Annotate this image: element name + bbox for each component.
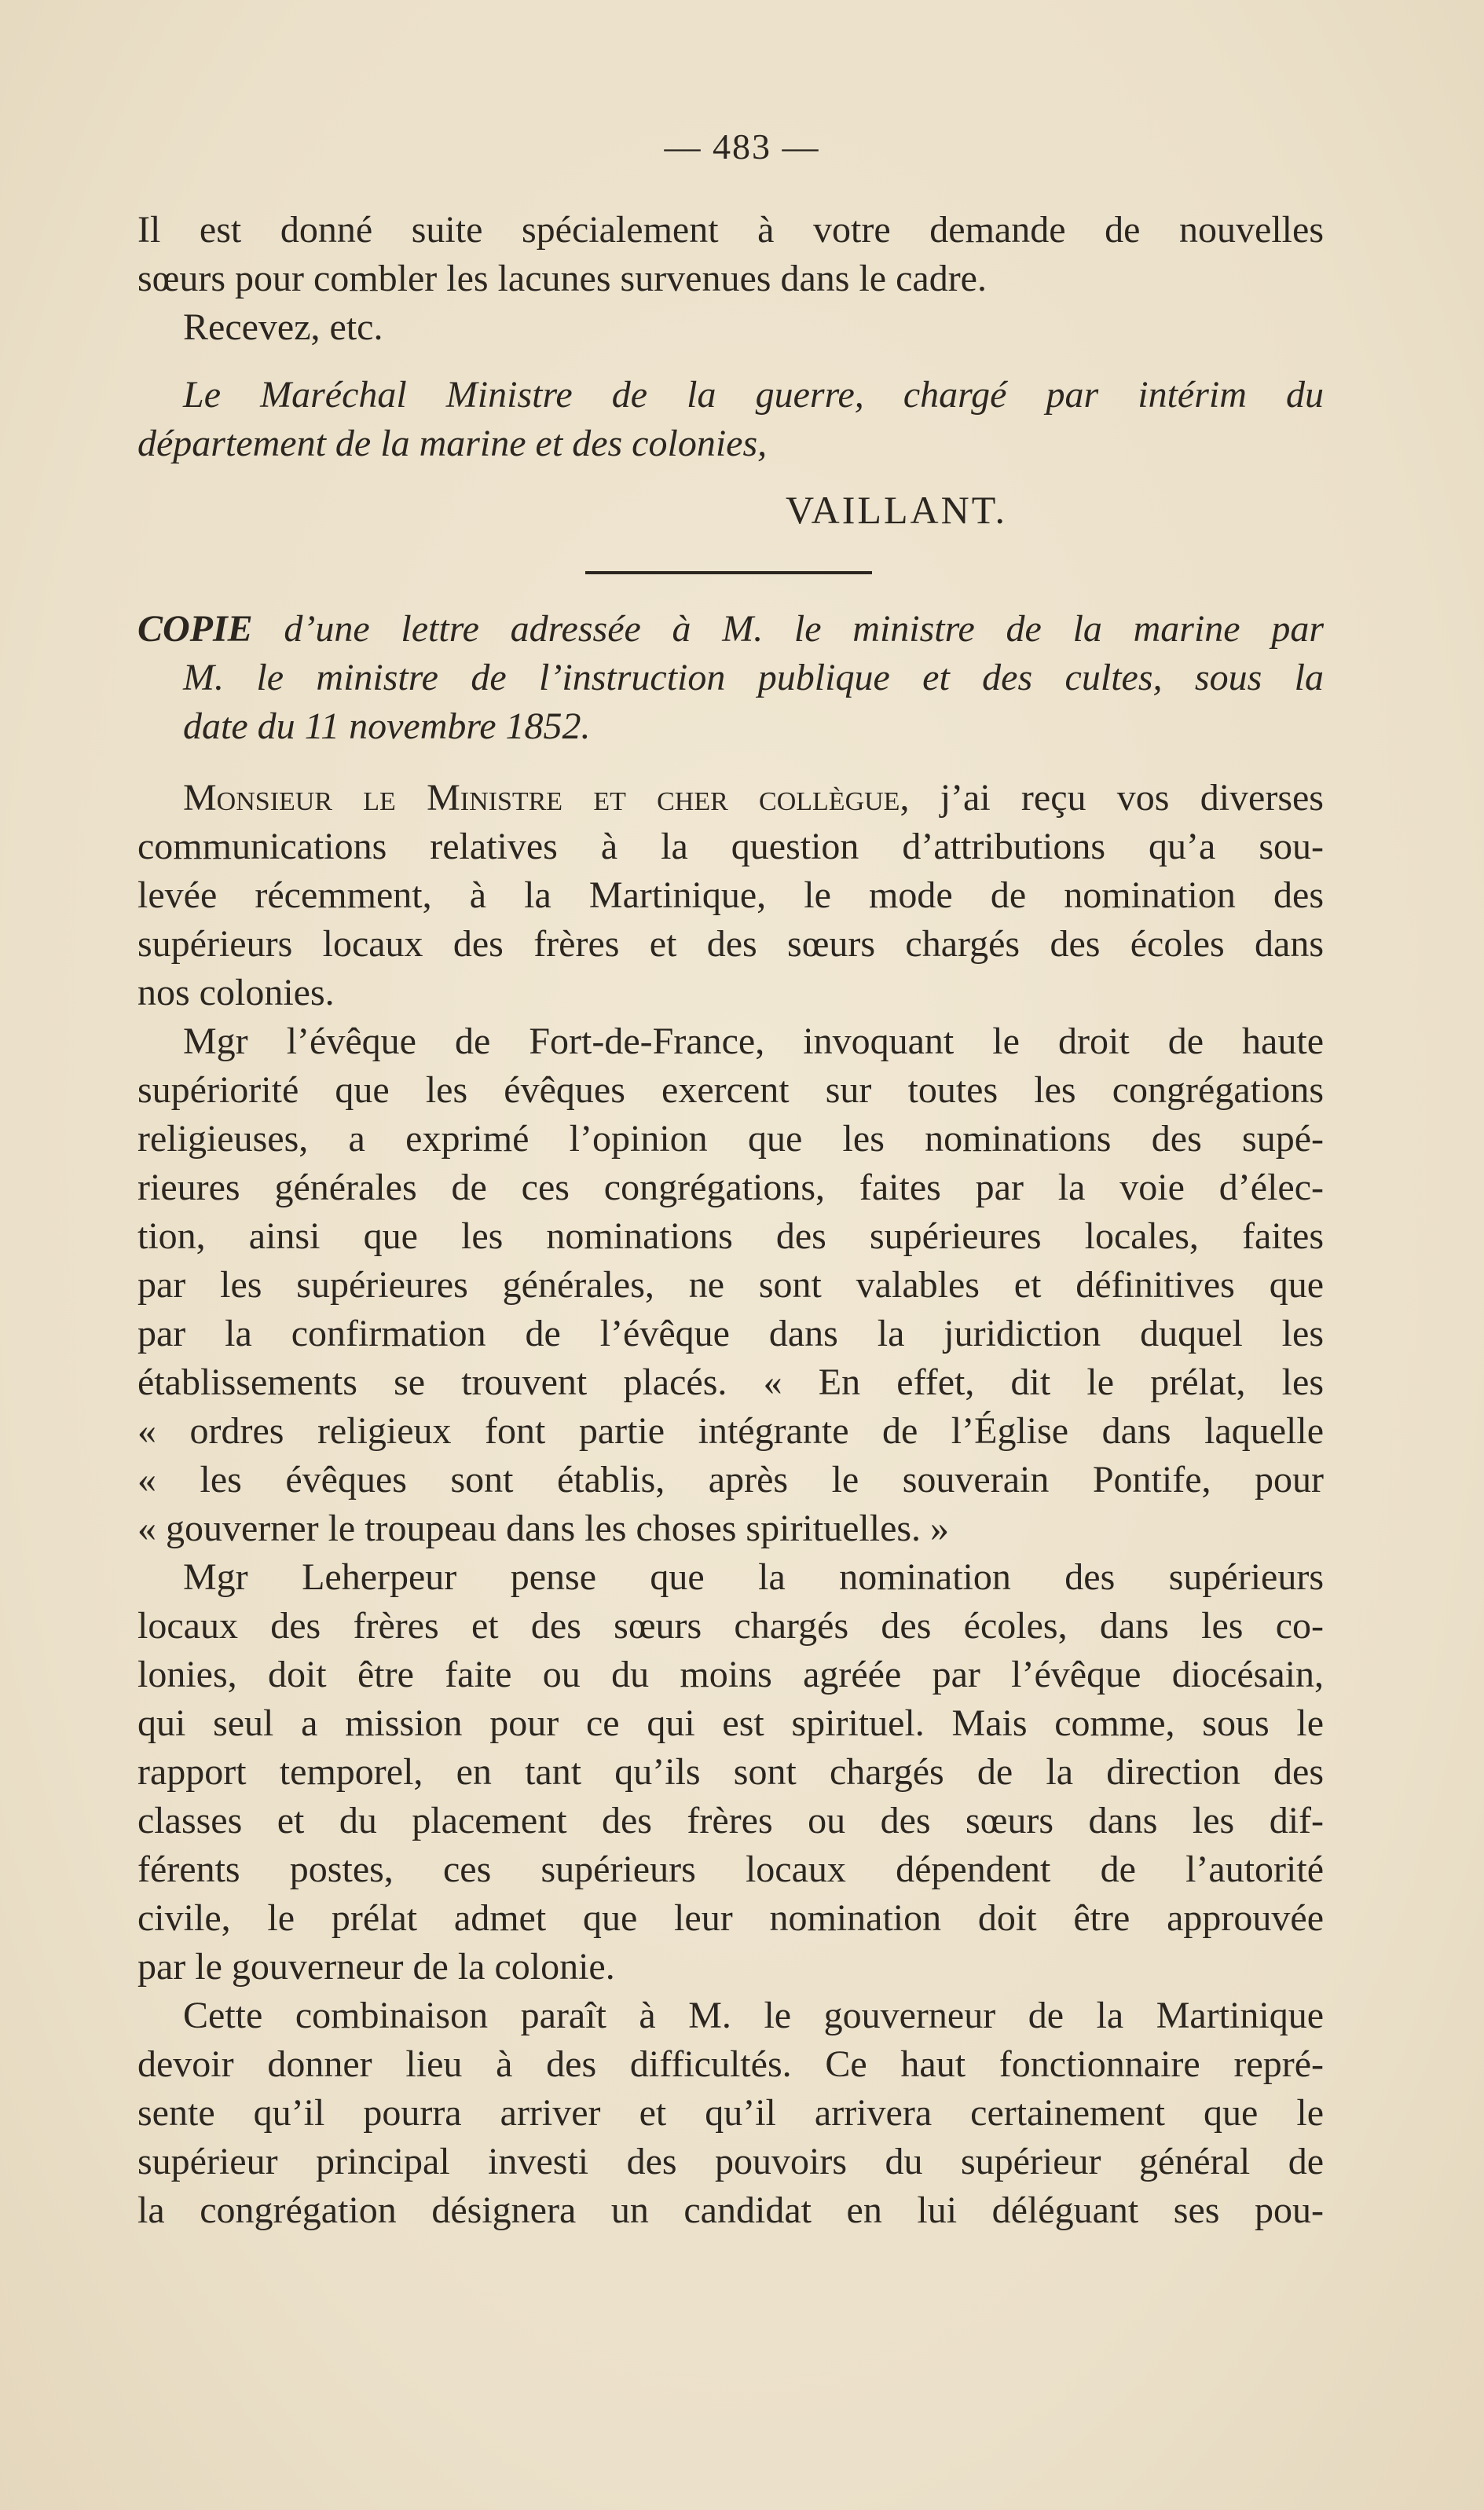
body-line: par la confirmation de l’évêque dans la juridiction duquel les: [137, 1313, 1324, 1354]
copy-heading-lead: COPIE: [137, 608, 253, 650]
body-line: nos colonies.: [137, 972, 335, 1013]
signatory-title-line: département de la marine et des colonies,: [137, 423, 768, 464]
copy-heading-line: [137, 605, 1324, 654]
body-line: supérieurs locaux des frères et des sœurs chargés des écoles dans: [137, 923, 1324, 965]
quotation-line: « ordres religieux font partie intégrante de l’Église dans laquelle: [137, 1410, 1324, 1452]
body-line: locaux des frères et des sœurs chargés des écoles, dans les co-: [137, 1605, 1324, 1647]
body-line: qui seul a mission pour ce qui est spirituel. Mais comme, sous le: [137, 1702, 1324, 1744]
body-line: Mgr Leherpeur pense que la nomination des supérieurs: [183, 1556, 1324, 1598]
body-line: supérieur principal investi des pouvoirs du supérieur général de: [137, 2141, 1324, 2182]
body-line: classes et du placement des frères ou des sœurs dans les dif-: [137, 1800, 1324, 1841]
body-line: religieuses, a exprimé l’opinion que les nominations des supé-: [137, 1118, 1324, 1160]
body-line: civile, le prélat admet que leur nomination doit être approuvée: [137, 1897, 1324, 1939]
body-line: sente qu’il pourra arriver et qu’il arrivera certainement que le: [137, 2092, 1324, 2134]
copy-heading-line: M. le ministre de l’instruction publique et des cultes, sous la: [183, 657, 1324, 698]
closing-formula: Recevez, etc.: [183, 306, 383, 348]
salutation: Monsieur le Ministre et cher collègue,: [183, 777, 910, 819]
copy-heading-line: date du 11 novembre 1852.: [183, 705, 591, 747]
body-line: devoir donner lieu à des difficultés. Ce haut fonctionnaire repré-: [137, 2043, 1324, 2085]
body-line: supériorité que les évêques exercent sur toutes les congrégations: [137, 1069, 1324, 1111]
copy-heading-text: d’une lettre adressée à M. le ministre de la marine par: [252, 608, 1324, 650]
body-line: par le gouverneur de la colonie.: [137, 1946, 615, 1988]
body-line: établissements se trouvent placés. « En effet, dit le prélat, les: [137, 1361, 1324, 1403]
quotation-line: « gouverner le troupeau dans les choses spirituelles. »: [137, 1508, 950, 1549]
body-line: Cette combinaison paraît à M. le gouverneur de la Martinique: [183, 1995, 1324, 2036]
body-line: la congrégation désignera un candidat en lui déléguant ses pou-: [137, 2189, 1324, 2231]
page-number: — 483 —: [664, 126, 820, 167]
body-line: férents postes, ces supérieurs locaux dépendent de l’autorité: [137, 1849, 1324, 1890]
body-line: lonies, doit être faite ou du moins agréée par l’évêque diocésain,: [137, 1654, 1324, 1695]
body-line: par les supérieures générales, ne sont valables et définitives que: [137, 1264, 1324, 1306]
body-line: [137, 774, 1324, 823]
closing-line: sœurs pour combler les lacunes survenues dans le cadre.: [137, 258, 987, 299]
quotation-line: « les évêques sont établis, après le souverain Pontife, pour: [137, 1459, 1324, 1501]
body-line: rieures générales de ces congrégations, faites par la voie d’élec-: [137, 1167, 1324, 1208]
body-line: tion, ainsi que les nominations des supérieures locales, faites: [137, 1215, 1324, 1257]
closing-line: Il est donné suite spécialement à votre demande de nouvelles: [137, 209, 1324, 251]
body-line: Mgr l’évêque de Fort-de-France, invoquant le droit de haute: [183, 1020, 1324, 1062]
body-line: communications relatives à la question d’attributions qu’a sou-: [137, 826, 1324, 867]
signatory-title-line: Le Maréchal Ministre de la guerre, chargé par intérim du: [183, 374, 1324, 416]
body-text: j’ai reçu vos diverses: [909, 777, 1324, 819]
body-line: levée récemment, à la Martinique, le mode de nomination des: [137, 874, 1324, 916]
body-line: rapport temporel, en tant qu’ils sont chargés de la direction des: [137, 1751, 1324, 1793]
signature: VAILLANT.: [786, 488, 1008, 532]
section-divider: [585, 571, 872, 574]
